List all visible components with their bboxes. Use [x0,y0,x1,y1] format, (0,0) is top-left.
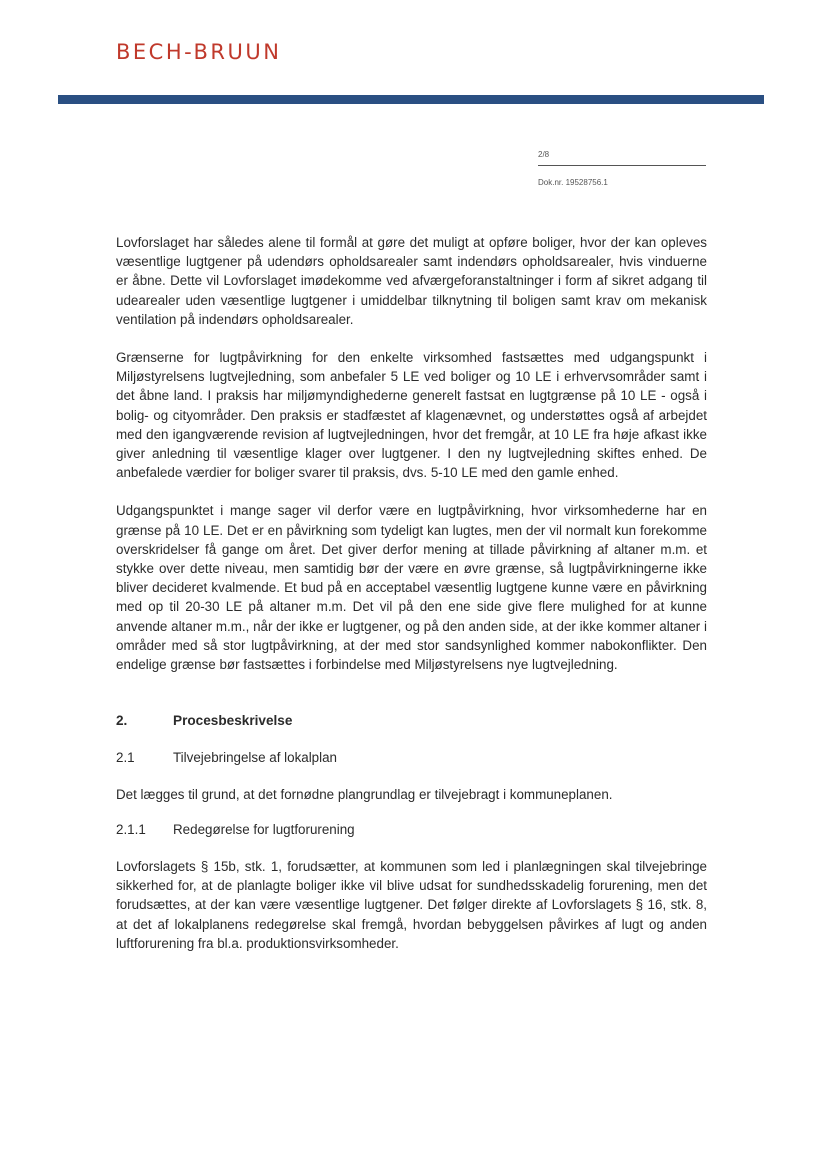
subsubsection-heading [116,820,707,839]
document-number: Dok.nr. 19528756.1 [538,178,608,187]
subsubsection-title: Redegørelse for lugtforurening [173,821,355,837]
subsection-text: Det lægges til grund, at det fornødne plangrundlag er tilvejebragt i kommuneplanen. [116,786,613,802]
paragraph-3: Udgangspunktet i mange sager vil derfor være en lugtpåvirkning, hvor virksomhederne har en grænse på 10 LE. Det er en påvirkning som tydeligt kan lugtes, men der vil normalt kun forekomme overskridelser få gange om året. Det giver derfor mening at tillade påvirkning af altaner m.m. et stykke over dette niveau, men samtidig bør der være en øvre grænse, så lugtpåvirkningerne ikke bliver decideret kvalmende. Et bud på en acceptabel væsentlig lugtgene kunne være en påvirkning med op til 20-30 LE på altaner m.m. Det vil på den ene side give flere mulighed for at kunne anvende altaner m.m., når der ikke er lugtgener, og på den anden side, at der ikke kommer altaner i områder med så stor lugtpåvirkning, at der med stor sandsynlighed kommer nabokonflikter. Den endelige grænse bør fastsættes i forbindelse med Miljøstyrelsens nye lugtvejledning. [116,503,707,673]
document-meta [538,150,706,187]
company-logo: BECH-BRUUN [116,40,282,64]
subsection-heading [116,748,707,767]
paragraph-1: Lovforslaget har således alene til formål at gøre det muligt at opføre boliger, hvor der kan opleves væsentlige lugtgener på udendørs opholdsarealer samt indendørs opholdsarealer, hvis vinduerne er åbne. Dette vil Lovforslaget imødekomme ved afværgeforanstaltninger i form af sikret adgang til udearealer uden væsentlige lugtgener i umiddelbar tilknytning til boligen samt krav om mekanisk ventilation på indendørs opholdsarealer. [116,235,707,327]
section-number: 2. [116,713,128,729]
page-number: 2/8 [538,150,706,166]
section-heading [116,711,707,730]
header-bar [58,95,764,104]
section-title: Procesbeskrivelse [173,713,293,729]
paragraph-2: Grænserne for lugtpåvirkning for den enkelte virksomhed fastsættes med udgangspunkt i Miljøstyrelsens lugtvejledning, som anbefaler 5 LE ved boliger og 10 LE i erhvervsområder samt i det åbne land. I praksis har miljømyndighederne generelt fastsat en lugtgrænse på 10 LE - også i bolig- og cityområder. Den praksis er stadfæstet af klagenævnet, og understøttes også af arbejdet med den igangværende revision af lugtvejledningen, hvor det fremgår, at 10 LE fra høje afkast ikke giver anledning til væsentlige klager over lugtgener. I den ny lugtvejledning skiftes enhed. De anbefalede værdier for boliger svarer til praksis, dvs. 5-10 LE med den gamle enhed. [116,350,707,481]
subsubsection-number: 2.1.1 [116,821,146,837]
subsubsection-text: Lovforslagets § 15b, stk. 1, forudsætter, at kommunen som led i planlægningen skal tilvejebringe sikkerhed for, at de planlagte boliger ikke vil blive udsat for sundhedsskadelig forurening, men det forudsættes, at der kan være væsentlige lugtgener. Det følger direkte af Lovforslagets § 16, stk. 8, at det af lokalplanens redegørelse skal fremgå, hvordan bebyggelsen påvirkes af lugt og anden luftforurening fra bl.a. produktionsvirksomheder. [116,859,707,951]
subsection-title: Tilvejebringelse af lokalplan [173,750,338,766]
subsection-number: 2.1 [116,750,135,766]
document-body [116,233,707,953]
